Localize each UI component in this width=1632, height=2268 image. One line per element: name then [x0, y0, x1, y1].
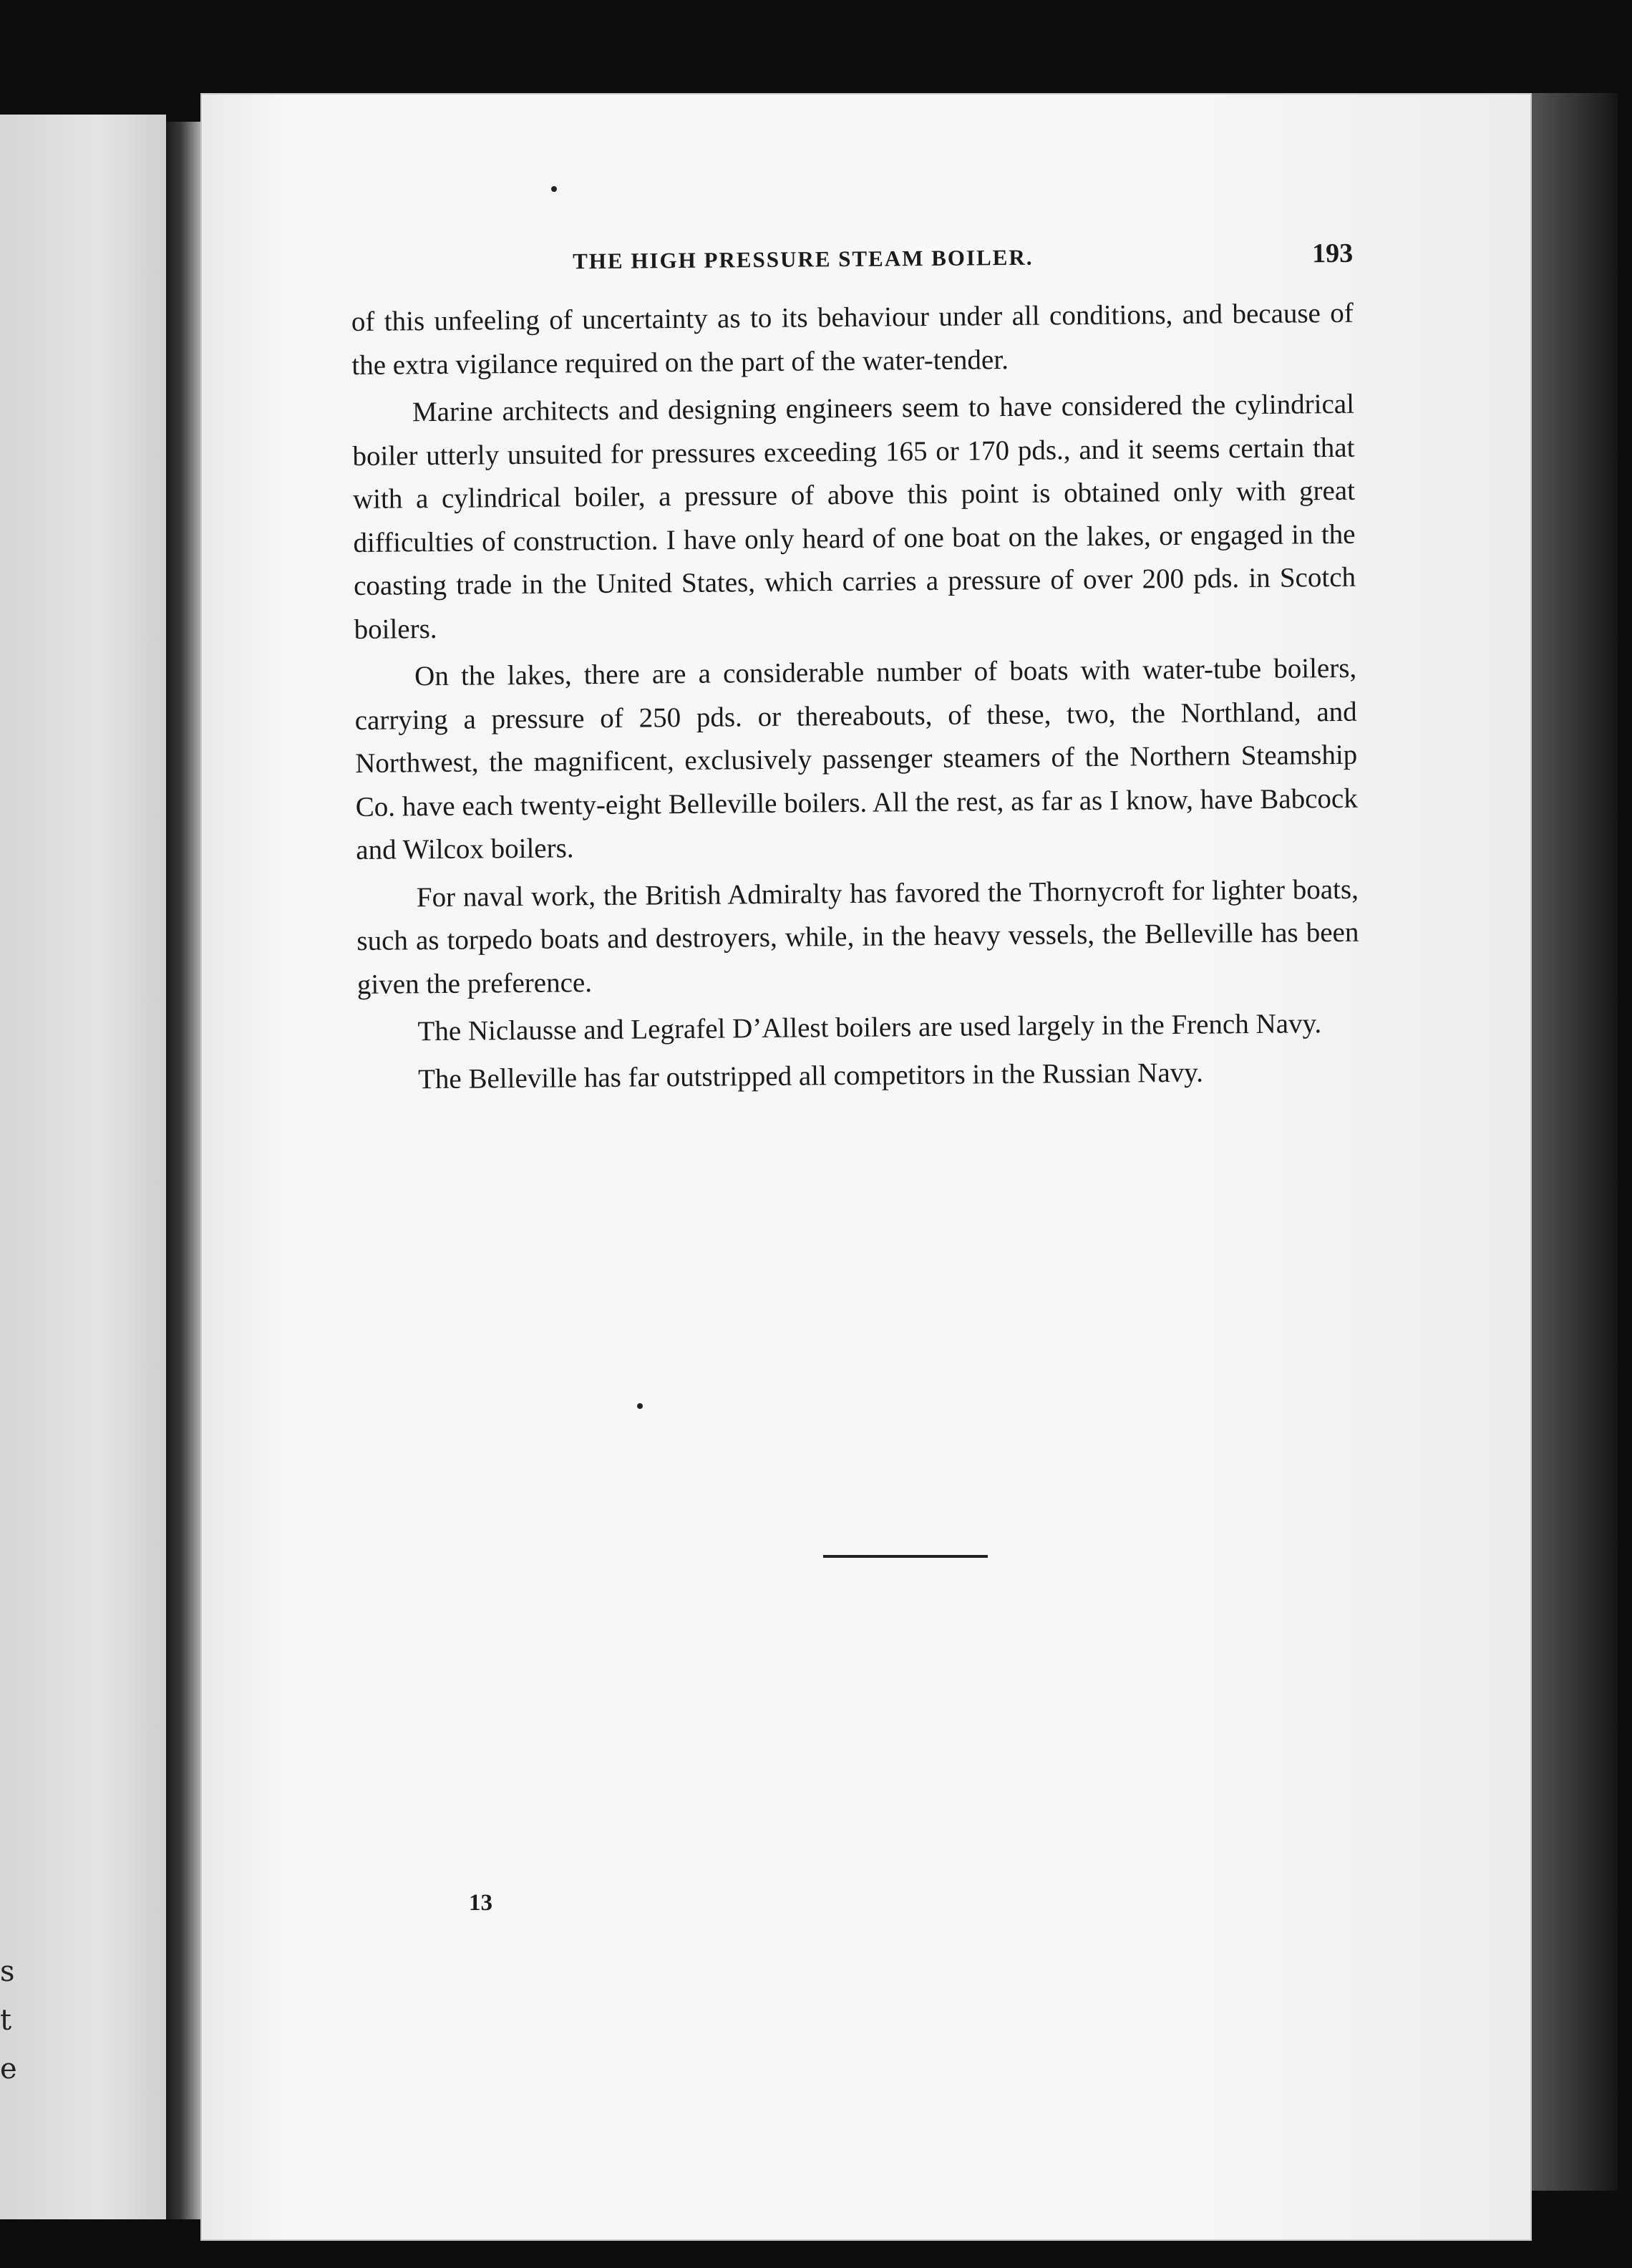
- previous-page-letter: t: [0, 2004, 12, 2037]
- book-page: [200, 93, 1532, 2241]
- previous-page-edge: [0, 115, 166, 2219]
- paragraph: Marine architects and designing engineers seem to have considered the cylindrical boiler utterly unsuited for pressures exceeding 165 or 170 pds., and it seems certain that with a cylindrical boiler, a pressure of above this point is obtained only with great difficulties of construction. I have only heard of one boat on the lakes, or engaged in the coasting trade in the United States, which carries a pressure of over 200 pds. in Scotch boilers.: [352, 388, 1356, 645]
- ink-speck: [637, 1403, 643, 1409]
- running-head: [351, 238, 1354, 301]
- ink-speck: [551, 186, 557, 192]
- previous-page-letter: s: [0, 1955, 15, 1988]
- previous-page-fragments: [0, 1947, 21, 2093]
- paragraph: The Belleville has far outstripped all competitors in the Russian Navy.: [417, 1057, 1204, 1095]
- signature-mark: 13: [469, 1890, 492, 1916]
- paragraph: On the lakes, there are a considerable number of boats with water-tube boilers, carrying a pressure of 250 pds. or thereabouts, of these, two, the Northland, and Northwest, the magnificent, exclusively passenger steamers of the Northern Steamship Co. have each twenty-eight Belleville boilers. All the rest, as far as I know, have Babcock and Wilcox boilers.: [354, 652, 1358, 866]
- section-end-rule: [823, 1555, 988, 1558]
- book-gutter: [166, 122, 203, 2219]
- running-title: THE HIGH PRESSURE STEAM BOILER.: [572, 244, 1034, 274]
- text-column: [351, 238, 1360, 1106]
- paragraph: For naval work, the British Admiralty has favored the Thornycroft for lighter boats, such as torpedo boats and destroyers, while, in the heavy vessels, the Belleville has been given the preference.: [356, 873, 1359, 1000]
- paragraph: of this unfeeling of uncertainty as to its behaviour under all conditions, and because of the extra vigilance required on the part of the water-tender.: [351, 297, 1354, 381]
- page-number: 193: [1311, 238, 1354, 269]
- paragraph: The Niclausse and Legrafel D’Allest boilers are used largely in the French Navy.: [417, 1008, 1322, 1047]
- body-text: [351, 292, 1361, 1102]
- previous-page-letter: e: [0, 2053, 17, 2085]
